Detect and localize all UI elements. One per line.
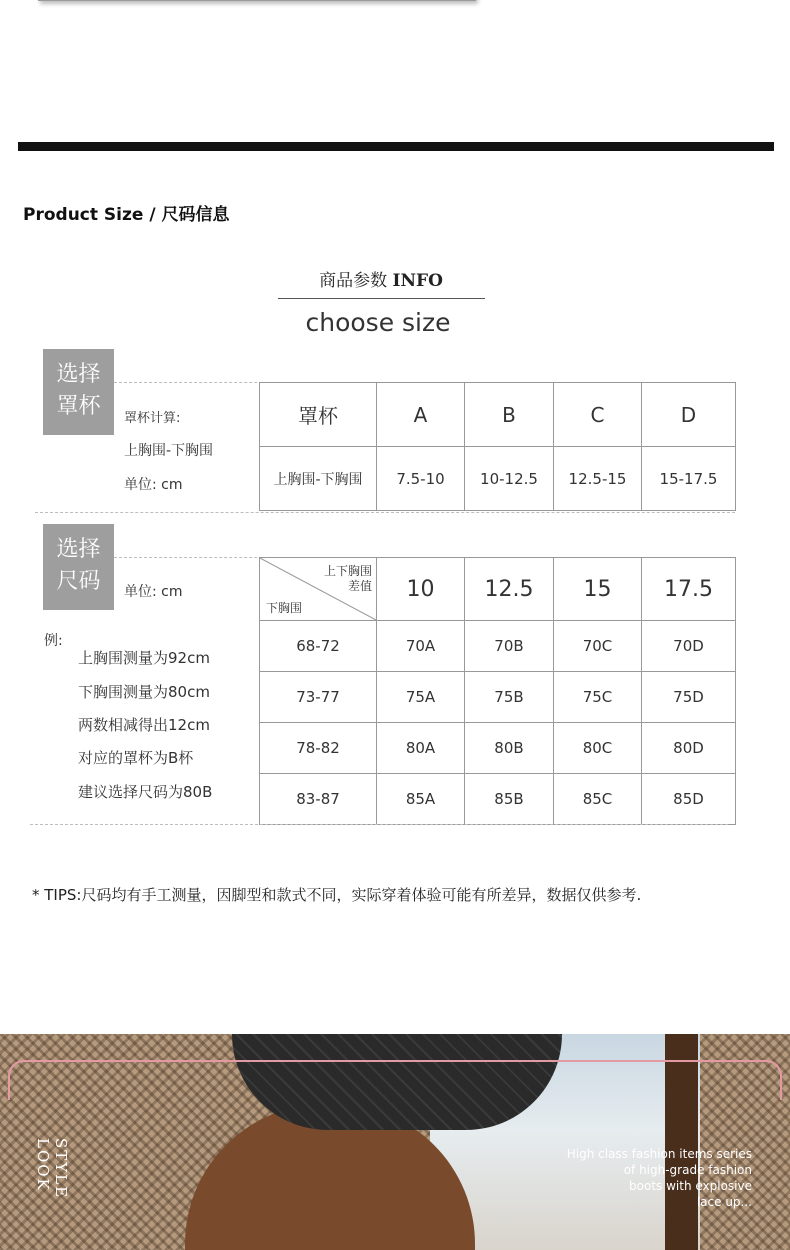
example-line: 建议选择尺码为80B [78,783,213,801]
info-title-cn: 商品参数 [319,271,388,291]
diag-bottom-label: 下胸围 [266,601,303,615]
style-look-banner [0,1034,790,1250]
table-row [260,447,736,511]
diag-top-line: 差值 [347,579,372,593]
diag-top-label [324,564,372,594]
table-cell: 7.5-10 [377,447,465,511]
example-line: 对应的罩杯为B杯 [78,749,194,767]
table-cell: 15 [554,558,642,621]
info-title-en: INFO [392,271,443,291]
table-cell: D [642,383,736,447]
tag-line: 罩杯 [56,394,101,419]
dotted-divider [30,824,728,825]
promo-line: of high-grade fashion [623,1163,752,1177]
table-cell: 73-77 [260,672,377,723]
table-cell: 70A [377,621,465,672]
example-title: 例: [44,633,63,649]
table-cell: 上胸围-下胸围 [260,447,377,511]
cup-table [259,382,736,511]
promo-line: boots with explosive [629,1179,752,1193]
promo-line: lace up... [696,1195,752,1209]
info-underline [278,298,485,299]
tag-line: 选择 [56,362,101,387]
table-cell: 17.5 [642,558,736,621]
table-cell: 罩杯 [260,383,377,447]
table-cell: A [377,383,465,447]
tag-line: 选择 [56,537,101,562]
choose-cup-tag [43,349,114,435]
table-cell: 85D [642,774,736,825]
cup-unit-label: 单位: cm [124,477,183,493]
choose-size-tag [43,524,114,610]
table-cell: 80A [377,723,465,774]
size-table [259,557,736,825]
table-cell: 10-12.5 [465,447,554,511]
table-cell: 75B [465,672,554,723]
table-row [260,672,736,723]
table-cell: 85C [554,774,642,825]
section-divider-bar [18,142,774,151]
style-look-label: STYLE LOOK [34,1138,70,1200]
table-row [260,558,736,621]
example-line: 上胸围测量为92cm [78,649,210,667]
tag-line: 尺码 [56,569,101,594]
table-cell: 70D [642,621,736,672]
table-cell: 83-87 [260,774,377,825]
choose-size-heading: choose size [305,308,451,337]
table-cell: 78-82 [260,723,377,774]
diag-top-line: 上下胸围 [323,564,372,578]
tips-note: * TIPS:尺码均有手工测量，因脚型和款式不同，实际穿着体验可能有所差异，数据仅供参考. [32,886,642,904]
size-unit-label: 单位: cm [124,584,183,600]
table-cell: 12.5-15 [554,447,642,511]
table-cell: 80B [465,723,554,774]
table-row [260,774,736,825]
pink-outline-frame [8,1060,782,1100]
info-title [278,266,484,291]
table-cell: 85B [465,774,554,825]
table-cell: 75A [377,672,465,723]
table-cell: 75C [554,672,642,723]
table-cell: 75D [642,672,736,723]
cup-formula-label: 上胸围-下胸围 [124,443,214,459]
table-cell: 70B [465,621,554,672]
table-cell: 10 [377,558,465,621]
table-row [260,723,736,774]
table-cell: 12.5 [465,558,554,621]
table-cell: 80D [642,723,736,774]
table-row [260,621,736,672]
promo-line: High class fashion items series [566,1147,752,1161]
table-cell: 15-17.5 [642,447,736,511]
table-cell: 85A [377,774,465,825]
table-cell: 80C [554,723,642,774]
diagonal-header-cell [260,558,377,621]
top-partial-card [38,0,476,1]
table-cell: 68-72 [260,621,377,672]
cup-calc-label: 罩杯计算: [124,411,181,426]
section-title: Product Size / 尺码信息 [23,205,230,225]
table-cell: C [554,383,642,447]
table-cell: B [465,383,554,447]
example-line: 两数相减得出12cm [78,716,210,734]
promo-text [567,1146,752,1210]
dotted-divider [35,512,735,513]
table-cell: 70C [554,621,642,672]
table-row [260,383,736,447]
example-line: 下胸围测量为80cm [78,683,210,701]
